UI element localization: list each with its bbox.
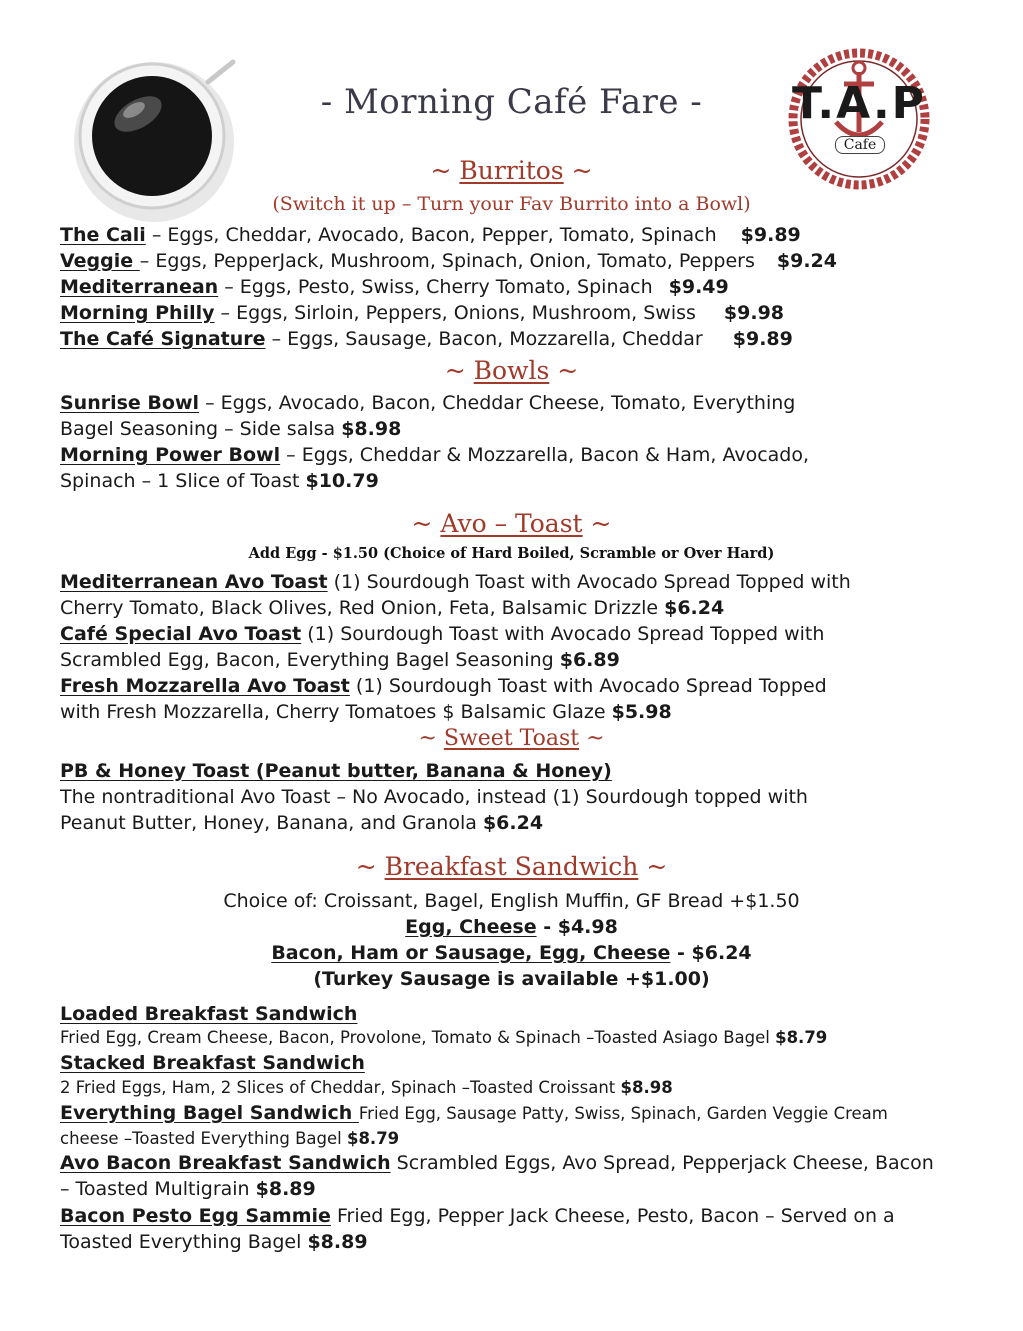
list-item: Sunrise Bowl – Eggs, Avocado, Bacon, Cheddar Cheese, Tomato, Everything <box>60 392 796 414</box>
list-item: Fresh Mozzarella Avo Toast (1) Sourdough Toast with Avocado Spread Topped <box>60 675 827 697</box>
list-item: Loaded Breakfast Sandwich <box>60 1003 358 1025</box>
add-egg-note: Add Egg - $1.50 (Choice of Hard Boiled, Scramble or Over Hard) <box>248 545 775 562</box>
list-item: Bacon, Ham or Sausage, Egg, Cheese - $6.24 <box>271 942 752 964</box>
list-item-cont: The nontraditional Avo Toast – No Avocado, instead (1) Sourdough topped with <box>60 786 808 808</box>
list-item-cont: with Fresh Mozzarella, Cherry Tomatoes $ Balsamic Glaze $5.98 <box>60 701 672 723</box>
turkey-note: (Turkey Sausage is available +$1.00) <box>313 968 710 990</box>
bowls-heading: ~ Bowls ~ <box>444 356 579 385</box>
list-item-cont: Toasted Everything Bagel $8.89 <box>60 1231 368 1253</box>
list-item-cont: Spinach – 1 Slice of Toast $10.79 <box>60 470 379 492</box>
list-item: Mediterranean – Eggs, Pesto, Swiss, Cherry Tomato, Spinach $9.49 <box>60 276 729 298</box>
list-item-cont: Peanut Butter, Honey, Banana, and Granola $6.24 <box>60 812 544 834</box>
list-item-cont: Bagel Seasoning – Side salsa $8.98 <box>60 418 402 440</box>
breakfast-sandwich-heading: ~ Breakfast Sandwich ~ <box>355 852 668 881</box>
list-item: Everything Bagel Sandwich Fried Egg, Sausage Patty, Swiss, Spinach, Garden Veggie Cream <box>60 1102 888 1124</box>
list-item: Bacon Pesto Egg Sammie Fried Egg, Pepper Jack Cheese, Pesto, Bacon – Served on a <box>60 1205 895 1227</box>
list-item-cont: cheese –Toasted Everything Bagel $8.79 <box>60 1129 400 1148</box>
list-item: Morning Philly – Eggs, Sirloin, Peppers, Onions, Mushroom, Swiss $9.98 <box>60 302 785 324</box>
list-item-cont: Scrambled Egg, Bacon, Everything Bagel Seasoning $6.89 <box>60 649 620 671</box>
burritos-subheading: (Switch it up – Turn your Fav Burrito into a Bowl) <box>272 193 751 215</box>
list-item: PB & Honey Toast (Peanut butter, Banana & Honey) <box>60 760 612 782</box>
logo-text: T.A.P <box>792 78 926 129</box>
list-item: Stacked Breakfast Sandwich <box>60 1052 365 1074</box>
list-item: The Cali – Eggs, Cheddar, Avocado, Bacon, Pepper, Tomato, Spinach $9.89 <box>60 224 801 246</box>
logo-subtext: Cafe <box>835 136 885 154</box>
list-item-cont: Fried Egg, Cream Cheese, Bacon, Provolone, Tomato & Spinach –Toasted Asiago Bagel $8.79 <box>60 1028 828 1047</box>
list-item: Café Special Avo Toast (1) Sourdough Toast with Avocado Spread Topped with <box>60 623 825 645</box>
list-item: Egg, Cheese - $4.98 <box>405 916 618 938</box>
list-item-cont: 2 Fried Eggs, Ham, 2 Slices of Cheddar, Spinach –Toasted Croissant $8.98 <box>60 1078 673 1097</box>
list-item: The Café Signature – Eggs, Sausage, Bacon, Mozzarella, Cheddar $9.89 <box>60 328 793 350</box>
sweet-toast-heading: ~ Sweet Toast ~ <box>418 726 605 751</box>
list-item: Morning Power Bowl – Eggs, Cheddar & Mozzarella, Bacon & Ham, Avocado, <box>60 444 810 466</box>
page-title: - Morning Café Fare - <box>320 82 703 122</box>
list-item-cont: – Toasted Multigrain $8.89 <box>60 1178 316 1200</box>
list-item-cont: Cherry Tomato, Black Olives, Red Onion, Feta, Balsamic Drizzle $6.24 <box>60 597 725 619</box>
avo-toast-heading: ~ Avo – Toast ~ <box>411 509 612 538</box>
list-item: Mediterranean Avo Toast (1) Sourdough Toast with Avocado Spread Topped with <box>60 571 851 593</box>
bread-choice: Choice of: Croissant, Bagel, English Muffin, GF Bread +$1.50 <box>223 890 800 912</box>
list-item: Veggie – Eggs, PepperJack, Mushroom, Spinach, Onion, Tomato, Peppers $9.24 <box>60 250 837 272</box>
list-item: Avo Bacon Breakfast Sandwich Scrambled Eggs, Avo Spread, Pepperjack Cheese, Bacon <box>60 1152 934 1174</box>
burritos-heading: ~ Burritos ~ <box>430 156 593 185</box>
